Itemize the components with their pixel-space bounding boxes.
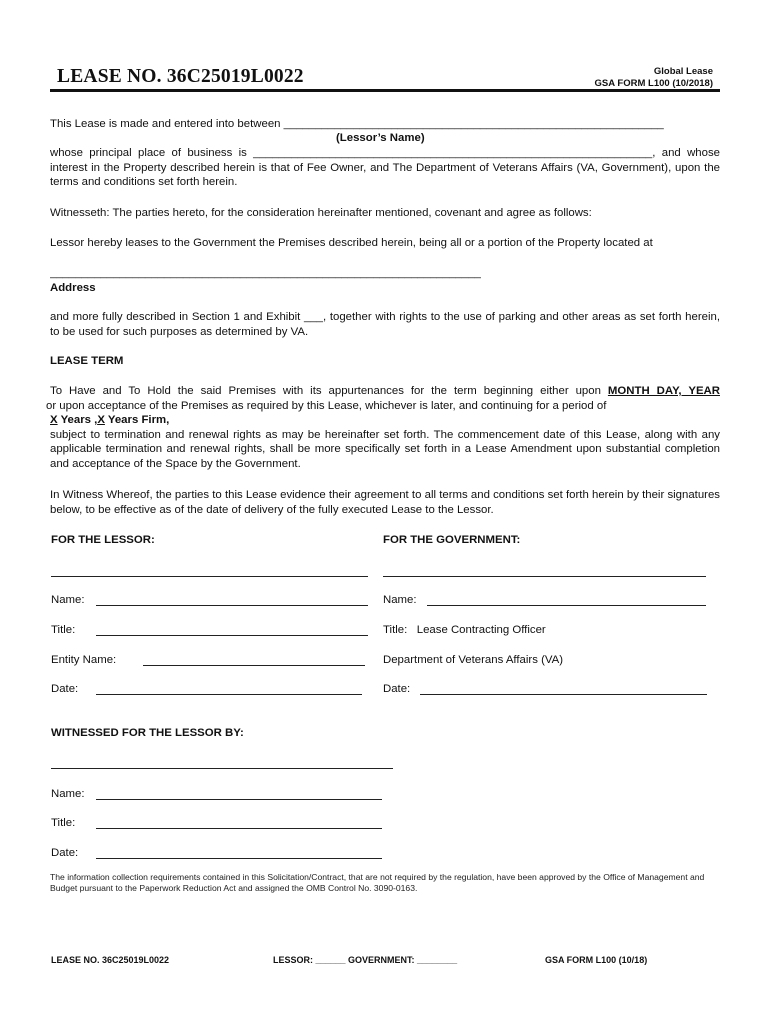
intro-paragraph: whose principal place of business is _______________________________________________________________, and whose interest in the Property described herein is that of Fee Owner, and The Department of Veterans Affairs (VA, Government), upon the terms and conditions set forth herein. bbox=[50, 147, 720, 189]
described-paragraph: and more fully described in Section 1 and Exhibit ___, together with rights to the use of parking and other areas as set forth herein, to be used for such purposes as determined by VA. bbox=[50, 311, 720, 338]
government-title: Title: Lease Contracting Officer bbox=[383, 624, 546, 636]
government-signature-line[interactable] bbox=[383, 576, 706, 577]
government-name-label: Name: bbox=[383, 594, 417, 606]
address-line: ____________________________________________________________________ bbox=[50, 267, 481, 279]
intro-line: This Lease is made and entered into between ____________________________________________________________ bbox=[50, 118, 664, 130]
form-name: Global Lease bbox=[653, 66, 713, 77]
witness-title-label: Title: bbox=[51, 817, 76, 829]
lease-term-line bbox=[50, 384, 720, 399]
date-placeholder[interactable]: MONTH DAY, YEAR bbox=[607, 385, 720, 397]
government-date-field[interactable] bbox=[420, 694, 707, 695]
witness-name-label: Name: bbox=[51, 788, 85, 800]
lessor-entity-label: Entity Name: bbox=[51, 654, 117, 666]
omb-notice: The information collection requirements contained in this Solicitation/Contract, that are not required by the regulation, have been approved by the Office of Management and Budget pursuant to the Paperwork Reduction Act and assigned the OMB Control No. 3090-0163. bbox=[50, 872, 705, 893]
lease-title: LEASE NO. 36C25019L0022 bbox=[57, 66, 304, 87]
years-label: Years bbox=[57, 414, 95, 427]
lessor-name-field[interactable] bbox=[96, 605, 368, 606]
lessor-title-label: Title: bbox=[51, 624, 76, 636]
term-years-x[interactable]: X bbox=[50, 414, 58, 427]
lessor-date-field[interactable] bbox=[96, 694, 362, 695]
years-comma: , bbox=[94, 414, 98, 427]
lease-term-heading: LEASE TERM bbox=[50, 355, 124, 367]
address-label: Address bbox=[50, 282, 96, 294]
term-years bbox=[50, 413, 720, 428]
lessor-heading: FOR THE LESSOR: bbox=[51, 534, 155, 546]
witness-date-field[interactable] bbox=[96, 858, 382, 859]
firm-years-x[interactable]: X bbox=[97, 414, 105, 427]
government-name-field[interactable] bbox=[427, 605, 706, 606]
witness-title-field[interactable] bbox=[96, 828, 382, 829]
lease-term-text-a: To Have and To Hold the said Premises with its appurtenances for the term beginning either upon bbox=[50, 385, 608, 397]
form-id: GSA FORM L100 (10/2018) bbox=[594, 78, 713, 89]
witnesseth-text: Witnesseth: The parties hereto, for the consideration hereinafter mentioned, covenant and agree as follows: bbox=[50, 207, 592, 219]
footer-form: GSA FORM L100 (10/18) bbox=[545, 955, 648, 965]
witness-name-field[interactable] bbox=[96, 799, 382, 800]
years-firm-label: Years Firm, bbox=[104, 414, 170, 427]
government-department: Department of Veterans Affairs (VA) bbox=[383, 654, 564, 666]
witness-signature-line[interactable] bbox=[51, 768, 393, 769]
lease-term-paragraph bbox=[46, 384, 720, 472]
lease-term-text-c: subject to termination and renewal rights as may be hereinafter set forth. The commencement date of this Lease, along with any applicable termination and renewal rights, shall be more specifically set forth in a Lease Amendment upon substantial completion and acceptance of the Space by the Government. bbox=[50, 428, 720, 470]
lessor-signature-line[interactable] bbox=[51, 576, 368, 577]
lessor-name-label: Name: bbox=[51, 594, 85, 606]
lessor-date-label: Date: bbox=[51, 683, 79, 695]
witness-date-label: Date: bbox=[51, 847, 79, 859]
footer-lease-no: LEASE NO. 36C25019L0022 bbox=[51, 955, 170, 965]
lessor-entity-field[interactable] bbox=[143, 665, 365, 666]
header-rule bbox=[50, 89, 720, 92]
witness-heading: WITNESSED FOR THE LESSOR BY: bbox=[51, 727, 244, 739]
premises-text: Lessor hereby leases to the Government the Premises described herein, being all or a portion of the Property located at bbox=[50, 237, 653, 249]
in-witness-paragraph: In Witness Whereof, the parties to this Lease evidence their agreement to all terms and conditions set forth herein by their signatures below, to be effective as of the date of delivery of the fully executed Lease to the Lessor. bbox=[50, 489, 720, 516]
government-heading: FOR THE GOVERNMENT: bbox=[383, 534, 521, 546]
footer-initials: LESSOR: ______ GOVERNMENT: ________ bbox=[273, 955, 458, 965]
lessor-title-field[interactable] bbox=[96, 635, 368, 636]
lessor-name-caption: (Lessor’s Name) bbox=[336, 132, 425, 144]
government-date-label: Date: bbox=[383, 683, 411, 695]
lease-term-text-b: or upon acceptance of the Premises as required by this Lease, whichever is later, and continuing for a period of bbox=[46, 399, 607, 412]
